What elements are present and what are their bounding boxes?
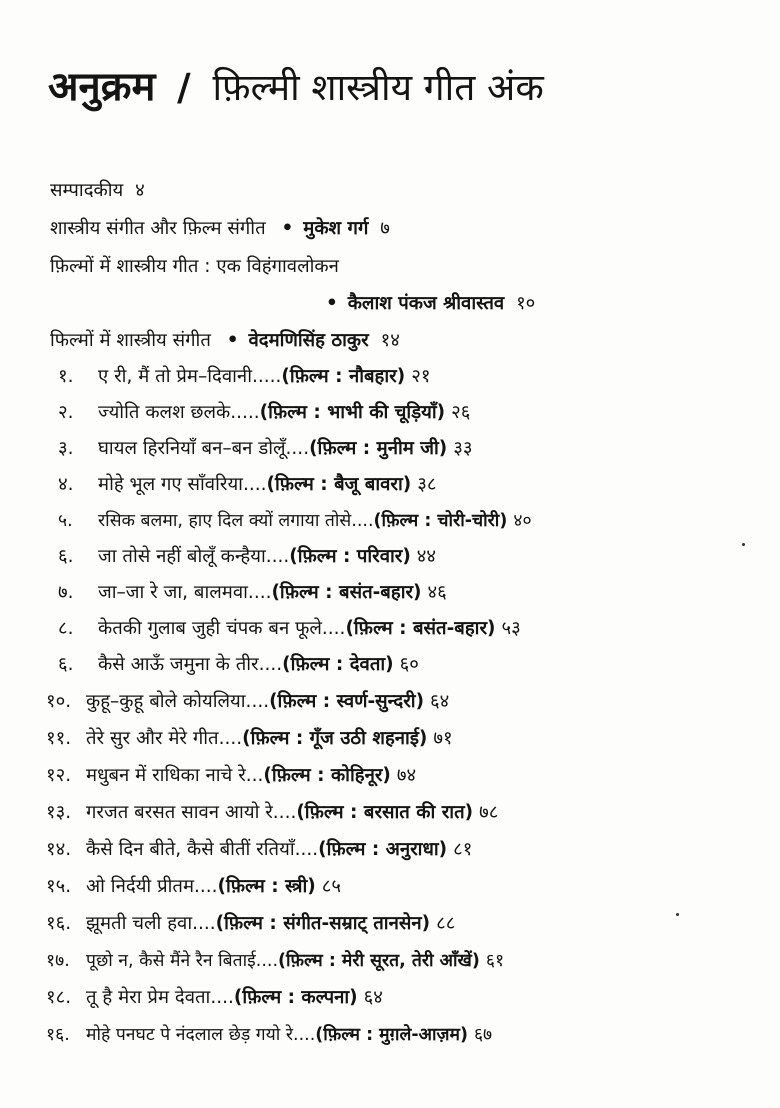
entry-film: (फ़िल्म : बसंत-बहार) bbox=[271, 582, 422, 603]
entry-number: ३. bbox=[58, 438, 74, 459]
entry-page: ८५ bbox=[321, 876, 341, 897]
entry-film: (फ़िल्म : देवता) bbox=[282, 654, 394, 675]
front-matter-author: वेदमणिसिंह ठाकुर bbox=[248, 330, 369, 351]
entry-song: ए री, मैं तो प्रेम–दिवानी..... bbox=[98, 366, 282, 387]
entry-page: ७८ bbox=[479, 802, 499, 823]
list-item bbox=[46, 724, 453, 754]
front-matter-title: शास्त्रीय संगीत और फ़िल्म संगीत bbox=[50, 218, 266, 239]
entry-number: १६. bbox=[46, 913, 72, 934]
entry-page: ३३ bbox=[453, 438, 473, 459]
entry-number: ११. bbox=[46, 728, 72, 749]
front-matter-page: ४ bbox=[135, 180, 145, 201]
entry-song: झूमती चली हवा.... bbox=[86, 913, 216, 934]
list-item bbox=[46, 835, 472, 865]
entry-number: १८. bbox=[46, 987, 72, 1008]
entry-page: ६७ bbox=[473, 1025, 493, 1045]
front-matter-title: फिल्मों में शास्त्रीय संगीत bbox=[50, 330, 211, 351]
entry-film: (फ़िल्म : संगीत-सम्राट् तानसेन) bbox=[215, 913, 431, 934]
entry-film: (फ़िल्म : नौबहार) bbox=[281, 366, 406, 387]
entry-song: जा–जा रे जा, बालमवा.... bbox=[98, 582, 272, 603]
bullet-icon: • bbox=[281, 218, 294, 239]
list-item bbox=[46, 687, 449, 717]
front-matter-editorial bbox=[50, 176, 145, 206]
heading-subtitle: फ़िल्मी शास्त्रीय गीत अंक bbox=[212, 66, 544, 109]
entry-number: १२. bbox=[46, 765, 72, 786]
entry-page: ४० bbox=[513, 511, 532, 531]
list-item bbox=[58, 470, 437, 500]
entry-song: रसिक बलमा, हाए दिल क्यों लगाया तोसे.... bbox=[98, 511, 374, 531]
list-item bbox=[46, 1020, 492, 1050]
entry-number: ४. bbox=[58, 474, 74, 495]
entry-page: ८१ bbox=[453, 839, 473, 860]
front-matter-title: सम्पादकीय bbox=[50, 180, 124, 201]
entry-film: (फ़िल्म : मुनीम जी) bbox=[309, 438, 448, 459]
entry-song: मोहे भूल गए साँवरिया.... bbox=[98, 474, 267, 495]
entry-number: १५. bbox=[46, 876, 72, 897]
list-item bbox=[58, 614, 521, 644]
entry-song: कैसे दिन बीते, कैसे बीतीं रतियाँ.... bbox=[86, 839, 319, 860]
page-heading bbox=[48, 62, 544, 113]
front-matter-author: कैलाश पंकज श्रीवास्तव bbox=[347, 293, 505, 314]
list-item bbox=[46, 872, 341, 902]
entry-song: केतकी गुलाब जुही चंपक बन फूले.... bbox=[98, 618, 346, 639]
entry-page: ४४ bbox=[416, 546, 437, 567]
scan-speck bbox=[676, 913, 679, 916]
front-matter-page: ७ bbox=[380, 218, 390, 239]
entry-number: १६. bbox=[46, 1025, 70, 1045]
entry-film: (फ़िल्म : भाभी की चूड़ियाँ) bbox=[259, 402, 446, 423]
entry-page: ७१ bbox=[433, 728, 453, 749]
entry-song: ओ निर्दयी प्रीतम.... bbox=[86, 876, 218, 897]
list-item bbox=[58, 506, 532, 536]
entry-song: तेरे सुर और मेरे गीत.... bbox=[86, 728, 243, 749]
entry-song: जा तोसे नहीं बोलूँ कन्हैया.... bbox=[98, 546, 290, 567]
entry-page: ६४ bbox=[430, 691, 450, 712]
front-matter-author: मुकेश गर्ग bbox=[303, 218, 369, 239]
entry-film: (फ़िल्म : बैजू बावरा) bbox=[266, 474, 412, 495]
entry-film: (फ़िल्म : गूँज उठी शहनाई) bbox=[242, 728, 428, 749]
entry-song: मोहे पनघट पे नंदलाल छेड़ गयो रे.... bbox=[86, 1025, 316, 1045]
entry-page: ३८ bbox=[417, 474, 437, 495]
front-matter-article bbox=[50, 214, 390, 244]
heading-main: अनुक्रम bbox=[48, 64, 156, 110]
list-item bbox=[58, 434, 472, 464]
entry-film: (फ़िल्म : बरसात की रात) bbox=[296, 802, 474, 823]
entry-film: (फ़िल्म : मेरी सूरत, तेरी आँखें) bbox=[278, 951, 480, 971]
entry-film: (फ़िल्म : चोरी-चोरी) bbox=[373, 511, 508, 531]
entry-number: १७. bbox=[46, 951, 70, 971]
entry-number: १३. bbox=[46, 802, 72, 823]
entry-song: कुहू–कुहू बोले कोयलिया.... bbox=[86, 691, 270, 712]
front-matter-author-line bbox=[316, 289, 535, 319]
front-matter-article bbox=[50, 252, 339, 282]
entry-film: (फ़िल्म : परिवार) bbox=[289, 546, 411, 567]
entry-page: २६ bbox=[451, 402, 471, 423]
front-matter-article bbox=[50, 326, 400, 356]
entry-number: १. bbox=[58, 366, 74, 387]
list-item bbox=[46, 798, 498, 828]
front-matter-title: फ़िल्मों में शास्त्रीय गीत : एक विहंगावलोकन bbox=[50, 256, 339, 277]
bullet-icon: • bbox=[326, 293, 338, 314]
list-item bbox=[46, 761, 416, 791]
entry-film: (फ़िल्म : बसंत-बहार) bbox=[345, 618, 496, 639]
list-item bbox=[46, 946, 504, 976]
entry-number: ७. bbox=[58, 582, 74, 603]
entry-film: (फ़िल्म : कोहिनूर) bbox=[263, 765, 391, 786]
heading-separator: / bbox=[177, 66, 191, 109]
entry-song: घायल हिरनियाँ बन–बन डोलूँ.... bbox=[98, 438, 310, 459]
entry-number: ६. bbox=[58, 654, 74, 675]
entry-film: (फ़िल्म : स्त्री) bbox=[217, 876, 316, 897]
front-matter-page: १४ bbox=[380, 330, 400, 351]
entry-film: (फ़िल्म : मुग़ले-आज़म) bbox=[315, 1025, 468, 1045]
entry-song: कैसे आऊँ जमुना के तीर.... bbox=[98, 654, 283, 675]
entry-page: ६१ bbox=[485, 951, 505, 971]
entry-number: ५. bbox=[58, 511, 73, 531]
front-matter-page: १० bbox=[516, 293, 536, 314]
entry-number: ८. bbox=[58, 618, 74, 639]
entry-page: २१ bbox=[411, 366, 431, 387]
entry-page: ६० bbox=[399, 654, 419, 675]
entry-song: गरजत बरसत सावन आयो रे.... bbox=[86, 802, 297, 823]
list-item bbox=[58, 398, 470, 428]
list-item bbox=[58, 578, 447, 608]
list-item bbox=[58, 362, 430, 392]
entry-number: १०. bbox=[46, 691, 72, 712]
bullet-icon: • bbox=[226, 330, 239, 351]
entry-number: ६. bbox=[58, 546, 74, 567]
entry-number: २. bbox=[58, 402, 74, 423]
list-item bbox=[58, 650, 419, 680]
entry-page: ८८ bbox=[436, 913, 456, 934]
entry-page: ७४ bbox=[396, 765, 417, 786]
list-item bbox=[46, 983, 383, 1013]
scan-speck bbox=[742, 543, 745, 546]
list-item bbox=[58, 542, 436, 572]
entry-page: ४६ bbox=[427, 582, 447, 603]
entry-song: ज्योति कलश छलके..... bbox=[98, 402, 260, 423]
entry-number: १४. bbox=[46, 839, 72, 860]
entry-song: तू है मेरा प्रेम देवता.... bbox=[86, 987, 234, 1008]
entry-page: ६४ bbox=[363, 987, 383, 1008]
entry-song: मधुबन में राधिका नाचे रे... bbox=[86, 765, 264, 786]
entry-film: (फ़िल्म : कल्पना) bbox=[233, 987, 358, 1008]
entry-film: (फ़िल्म : अनुराधा) bbox=[318, 839, 448, 860]
entry-film: (फ़िल्म : स्वर्ण-सुन्दरी) bbox=[269, 691, 425, 712]
entry-page: ५३ bbox=[501, 618, 521, 639]
list-item bbox=[46, 909, 455, 939]
entry-song: पूछो न, कैसे मैंने रैन बिताई.... bbox=[86, 951, 279, 971]
